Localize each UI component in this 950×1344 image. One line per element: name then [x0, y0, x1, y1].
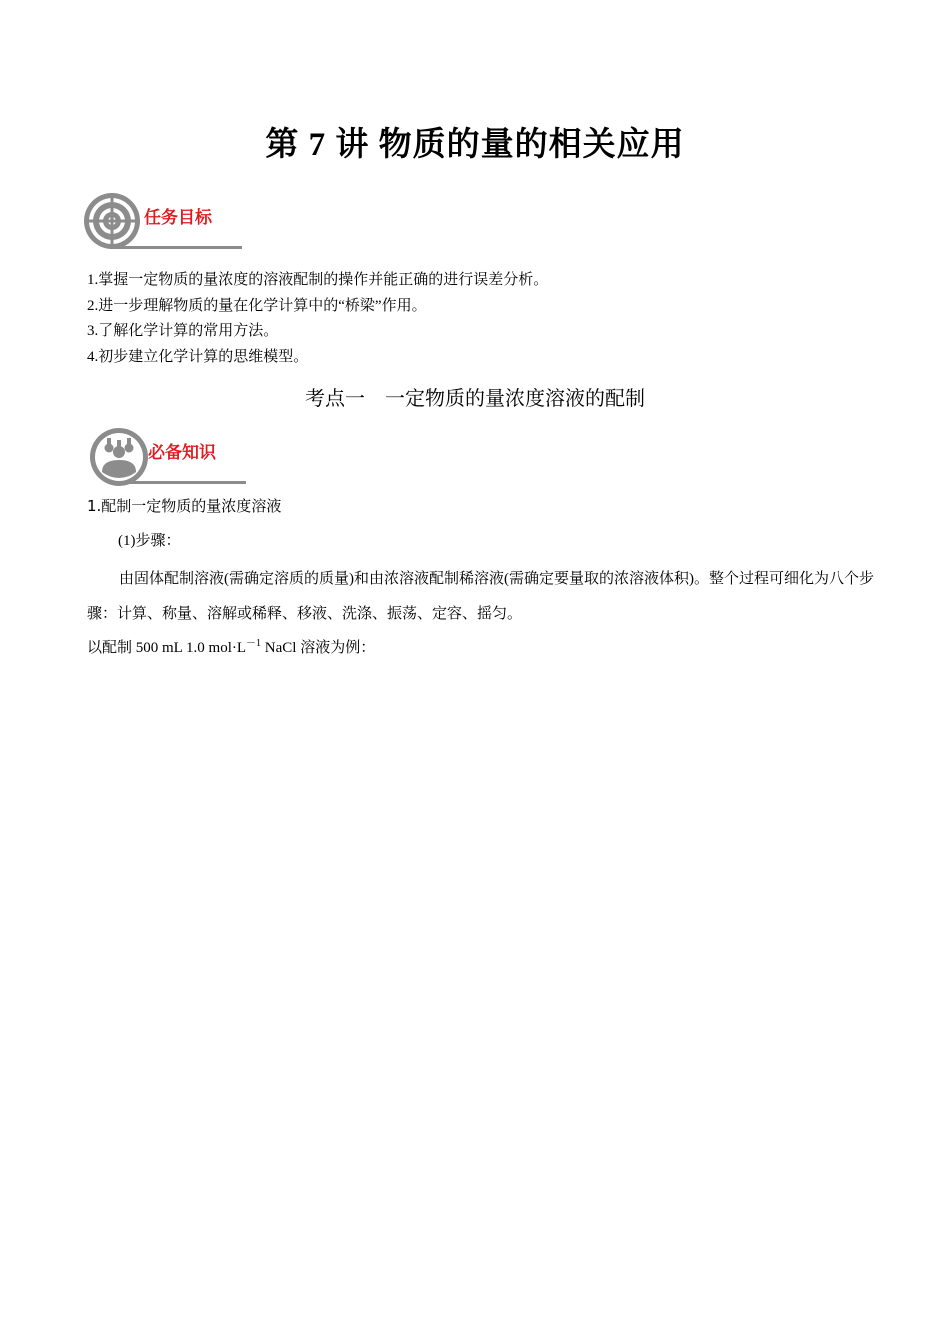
knowledge-section-underline [110, 481, 246, 484]
goal-item: 3.了解化学计算的常用方法。 [87, 323, 279, 339]
example-superscript: －1 [246, 638, 262, 649]
knowledge-section-label: 必备知识 [148, 443, 216, 463]
goals-section-underline [110, 246, 242, 249]
example-suffix: NaCl 溶液为例： [261, 640, 376, 656]
step-label: (1)步骤： [118, 533, 181, 549]
section-heading: 考点一 一定物质的量浓度溶液的配制 [305, 388, 645, 410]
target-icon [82, 191, 142, 251]
goals-section-badge [82, 188, 252, 258]
example-line [87, 634, 375, 657]
knowledge-subheading: 1.配制一定物质的量浓度溶液 [87, 497, 282, 515]
example-prefix: 以配制 500 mL 1.0 mol·L [87, 640, 247, 656]
knowledge-paragraph: 由固体配制溶液(需确定溶质的质量)和由浓溶液配制稀溶液(需确定要量取的浓溶液体积)。整个过程可细化为八个步骤：计算、称量、溶解或稀释、移液、洗涤、振荡、定容、摇匀。 [87, 571, 874, 622]
knowledge-section-badge [82, 424, 252, 494]
scholar-group-icon [88, 426, 150, 488]
goal-item: 1.掌握一定物质的量浓度的溶液配制的操作并能正确的进行误差分析。 [87, 272, 549, 288]
page-title: 第 7 讲 物质的量的相关应用 [265, 127, 685, 163]
goals-list [87, 268, 548, 370]
goal-item: 4.初步建立化学计算的思维模型。 [87, 348, 309, 365]
goal-item: 2.进一步理解物质的量在化学计算中的“桥梁”作用。 [87, 297, 427, 314]
goals-section-label: 任务目标 [144, 208, 212, 228]
